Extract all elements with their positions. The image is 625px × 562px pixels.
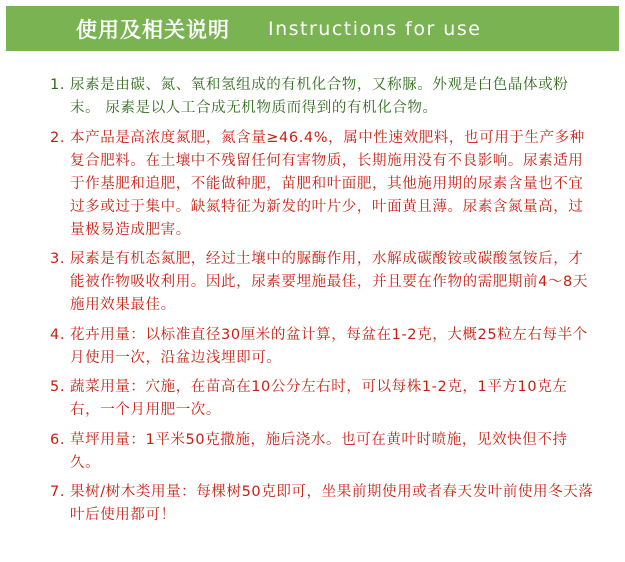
instruction-number: 1. [50,77,66,93]
instruction-item-1 [50,74,595,120]
instruction-number: 7. [50,484,66,500]
instruction-number: 6. [50,431,66,448]
instruction-item-3 [50,248,595,317]
instruction-item-7 [50,481,595,527]
instruction-number: 4. [50,326,66,343]
instruction-text: 尿素是有机态氮肥，经过土壤中的脲酶作用，水解成碳酸铵或碳酸氢铵后，才能被作物吸收利用。因此，尿素要埋施最佳，并且要在作物的需肥期前4～8天施用效果最佳。 [70,251,588,313]
instruction-text: 本产品是高浓度氮肥，氮含量≥46.4%，属中性速效肥料，也可用于生产多种复合肥料。在土壤中不残留任何有害物质，长期施用没有不良影响。尿素适用于作基肥和追肥，不能做种肥，苗肥和叶面肥，其他施用期的尿素含量也不宜过多或过于集中。缺氮特征为新发的叶片少，叶面黄且薄。尿素含氮量高，过量极易造成肥害。 [70,129,585,238]
instruction-text: 果树/树木类用量：每棵树50克即可，坐果前期使用或者春天发叶前使用冬天落叶后使用都可！ [70,484,594,523]
instruction-item-2 [50,127,595,242]
instruction-number: 3. [50,251,66,267]
header-title-en: Instructions for use [268,17,482,40]
header-banner [6,6,619,51]
instruction-text: 蔬菜用量：穴施，在苗高在10公分左右时，可以每株1-2克，1平方10克左右，一个月用肥一次。 [70,379,568,418]
instruction-item-4 [50,324,595,370]
instructions-list [50,74,595,534]
header-title-cn: 使用及相关说明 [76,17,230,42]
instruction-item-5 [50,376,595,422]
instruction-item-6 [50,429,595,475]
instruction-number: 5. [50,379,66,395]
instruction-text: 花卉用量：以标准直径30厘米的盆计算，每盆在1-2克，大概25粒左右每半个月使用一次，沿盆边浅埋即可。 [70,326,588,366]
instruction-text: 尿素是由碳、氮、氧和氢组成的有机化合物，又称脲。外观是白色晶体或粉末。 尿素是以人工合成无机物质而得到的有机化合物。 [70,77,569,116]
instruction-text: 草坪用量：1平米50克撒施，施后浇水。也可在黄叶时喷施，见效快但不持久。 [70,431,568,471]
instruction-number: 2. [50,129,66,146]
